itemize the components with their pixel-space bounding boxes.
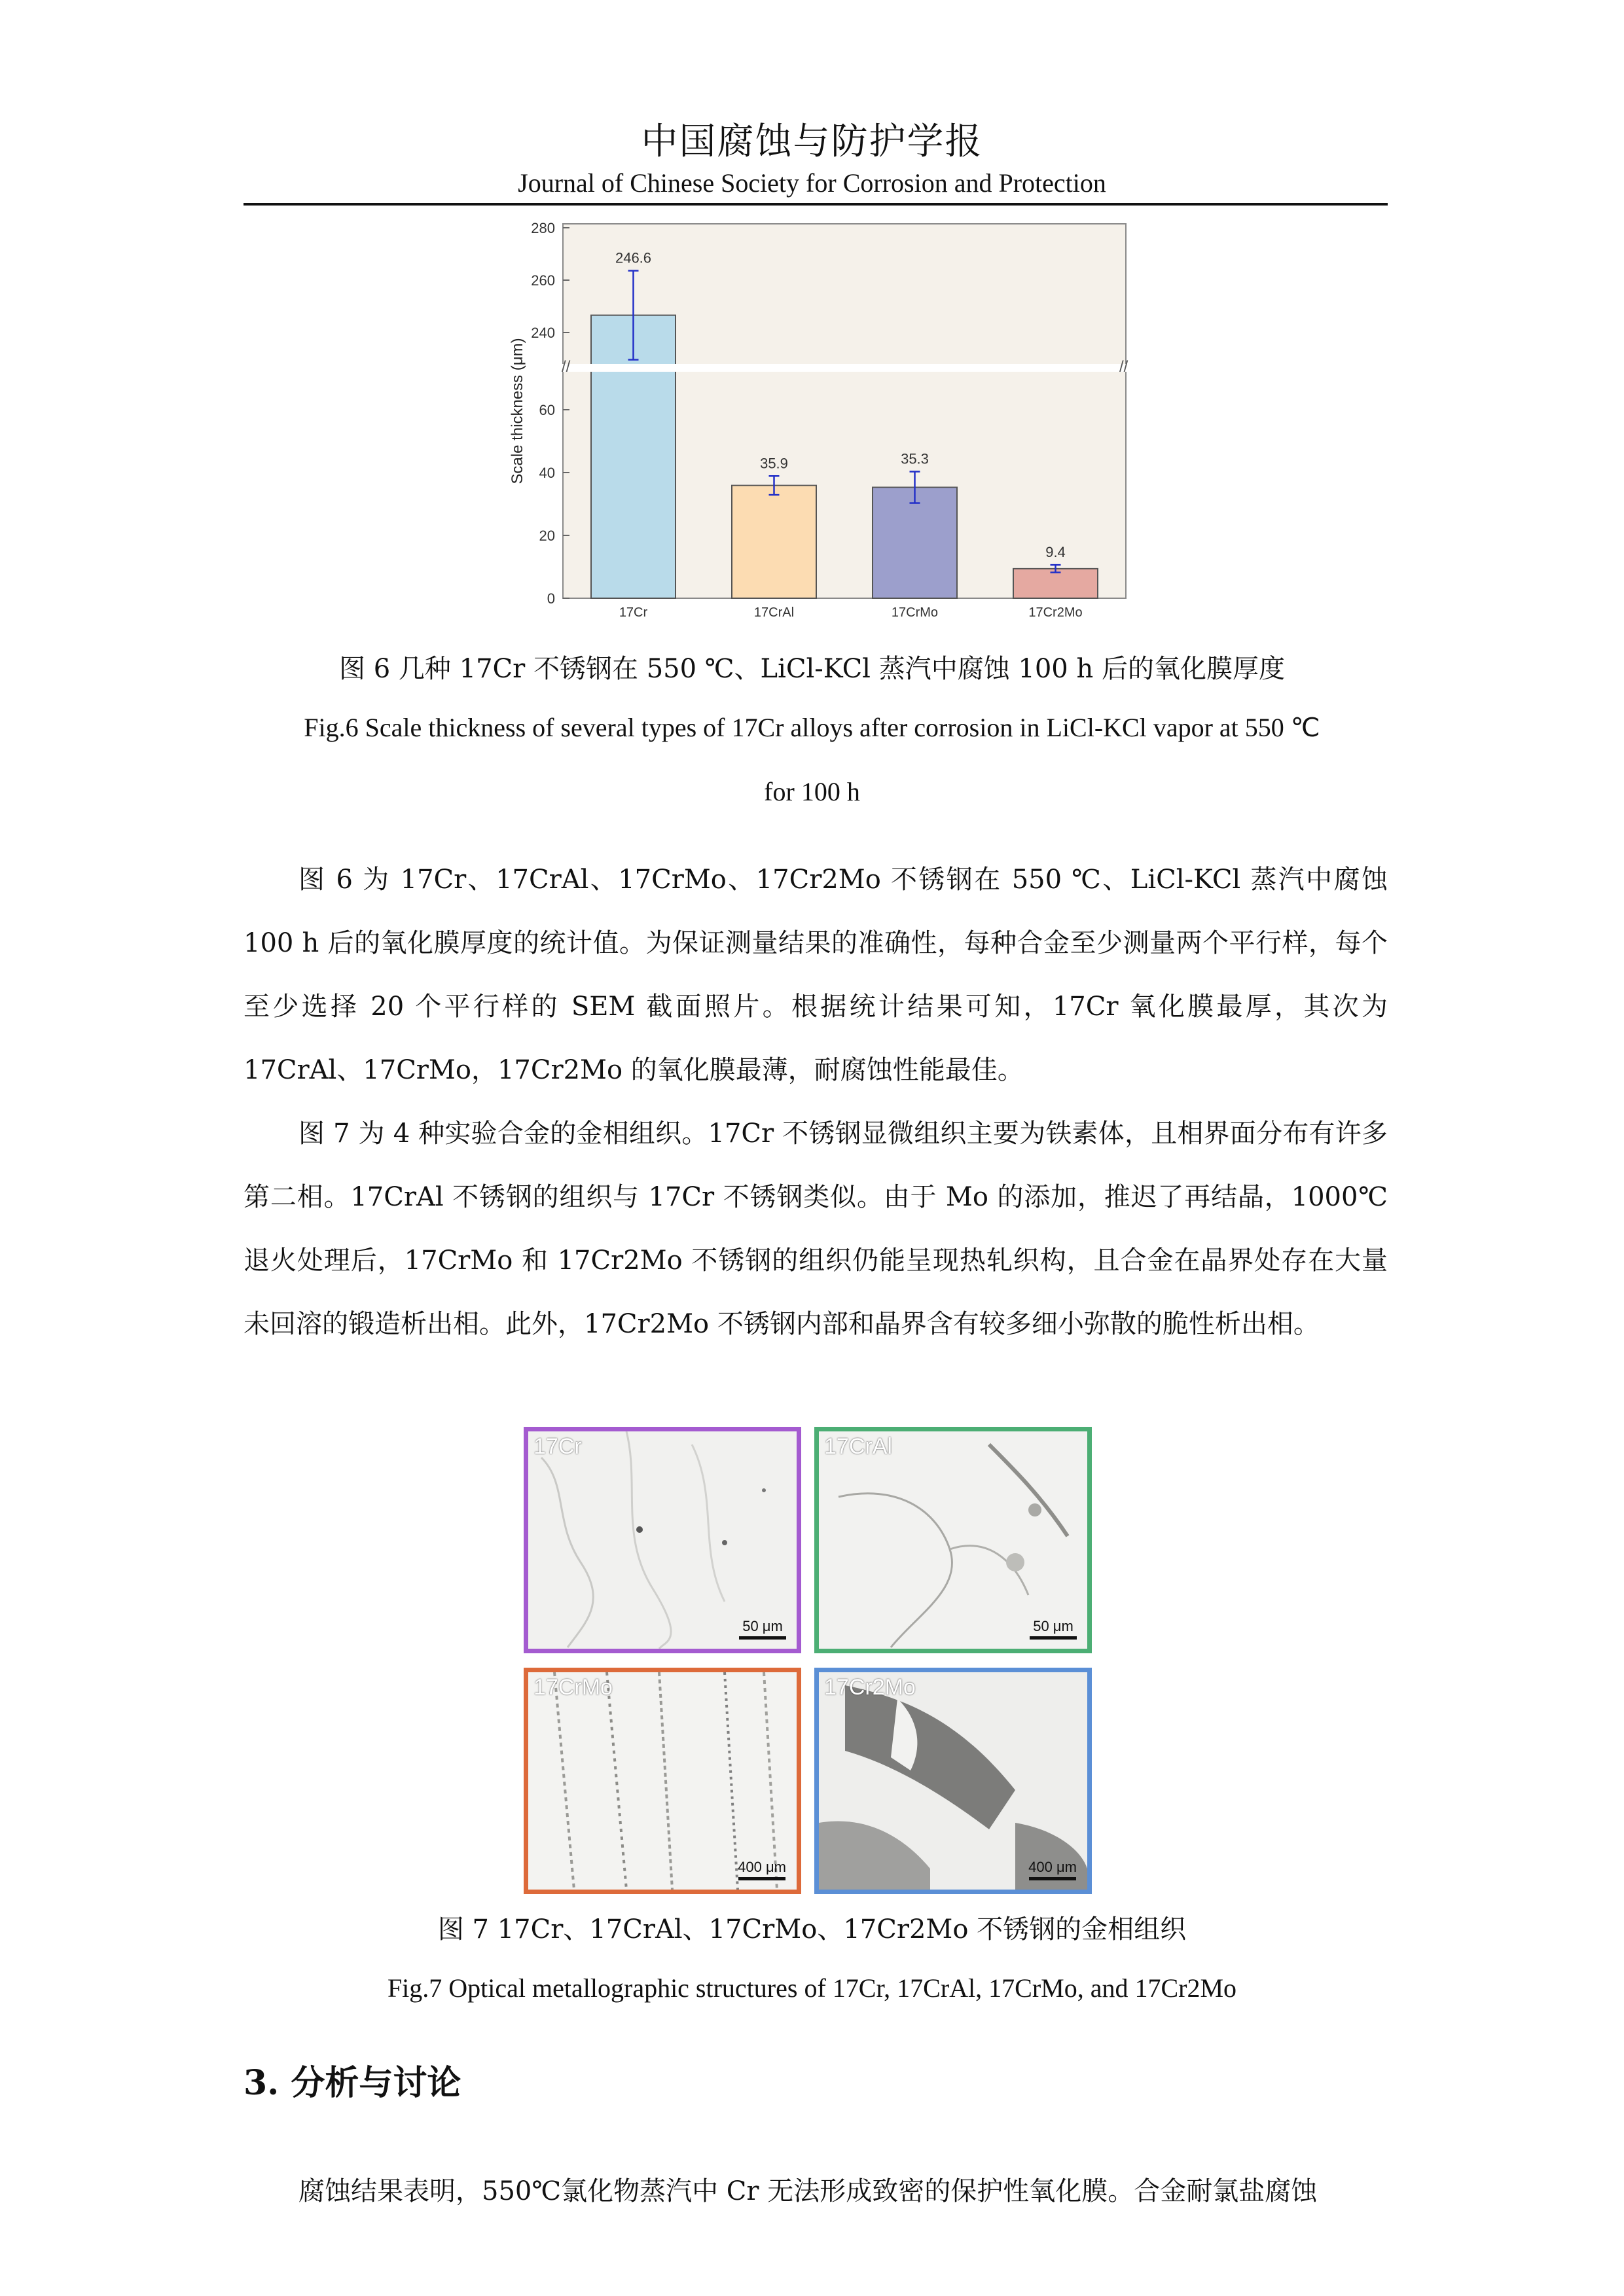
scale-bar: 50 μm (1030, 1618, 1077, 1640)
x-tick-label: 17Cr2Mo (1028, 605, 1083, 620)
figure-6-chart (484, 215, 1139, 620)
figure-7 (524, 1427, 1106, 1898)
axis-break-mark-right: // (1119, 358, 1128, 376)
panel-label: 17Cr2Mo (824, 1675, 916, 1700)
data-label: 9.4 (1045, 544, 1066, 561)
data-label: 246.6 (615, 249, 652, 266)
paragraph-2: 图 7 为 4 种实验合金的金相组织。17Cr 不锈钢显微组织主要为铁素体，且相界面分布有许多第二相。17CrAl 不锈钢的组织与 17Cr 不锈钢类似。由于 Mo 的添加，推迟了再结晶，1000℃退火处理后，17CrMo 和 17Cr2Mo 不锈钢的组织仍能呈现热轧织构，且合金在晶界处存在大量未回溶的锻造析出相。此外，17Cr2Mo 不锈钢内部和晶界含有较多细小弥散的脆性析出相。 (244, 1119, 1388, 1339)
fig6-caption-en-1: Fig.6 Scale thickness of several types of 17Cr alloys after corrosion in LiCl-KCl vapor at 550 ℃ (304, 713, 1320, 742)
scale-bar: 50 μm (739, 1618, 786, 1640)
micrograph-17cr2mo (814, 1668, 1092, 1894)
y-tick-label: 20 (539, 528, 555, 544)
fig7-caption-cn: 图 7 17Cr、17CrAl、17CrMo、17Cr2Mo 不锈钢的金相组织 (437, 1914, 1187, 1945)
axis-break-mark-left: // (562, 358, 571, 376)
micrograph-17crmo (524, 1668, 801, 1894)
bar (873, 488, 957, 598)
y-tick-label: 40 (539, 465, 555, 481)
y-tick-label: 60 (539, 402, 555, 418)
fig6-caption-en-2: for 100 h (764, 777, 860, 806)
panel-label: 17CrAl (824, 1434, 892, 1459)
micrograph-17cr (524, 1427, 801, 1653)
x-tick-label: 17Cr (619, 605, 648, 620)
y-tick-label: 240 (531, 325, 555, 341)
x-tick-label: 17CrAl (753, 605, 795, 620)
paragraph-1: 图 6 为 17Cr、17CrAl、17CrMo、17Cr2Mo 不锈钢在 550 ℃、LiCl-KCl 蒸汽中腐蚀 100 h 后的氧化膜厚度的统计值。为保证测量结果的准确性，每种合金至少测量两个平行样，每个至少选择 20 个平行样的 SEM 截面照片。根据统计结果可知，17Cr 氧化膜最厚，其次为 17CrAl、17CrMo，17Cr2Mo 的氧化膜最薄，耐腐蚀性能最佳。 (244, 865, 1388, 1085)
micrograph-17cral (814, 1427, 1092, 1653)
data-label: 35.9 (760, 455, 788, 472)
bar (732, 486, 816, 598)
fig6-caption-cn: 图 6 几种 17Cr 不锈钢在 550 ℃、LiCl-KCl 蒸汽中腐蚀 100 h 后的氧化膜厚度 (339, 654, 1285, 684)
scale-bar: 400 μm (1028, 1859, 1077, 1880)
panel-label: 17CrMo (533, 1675, 613, 1700)
journal-title-en: Journal of Chinese Society for Corrosion and Protection (518, 168, 1106, 198)
header-rule (244, 203, 1388, 206)
fig7-caption-en: Fig.7 Optical metallographic structures of 17Cr, 17CrAl, 17CrMo, and 17Cr2Mo (387, 1973, 1237, 2003)
axis-break-band (558, 364, 1131, 372)
y-tick-label: 280 (531, 220, 555, 236)
micrograph-image (819, 1672, 1087, 1890)
journal-title-cn: 中国腐蚀与防护学报 (641, 120, 983, 163)
x-tick-label: 17CrMo (891, 605, 939, 620)
panel-label: 17Cr (533, 1434, 582, 1459)
micrograph-image (528, 1431, 797, 1649)
micrograph-image (819, 1431, 1087, 1649)
scale-bar: 400 μm (738, 1859, 786, 1880)
micrograph-image (528, 1672, 797, 1890)
y-tick-label: 0 (547, 590, 555, 607)
y-tick-label: 260 (531, 272, 555, 289)
data-label: 35.3 (901, 450, 929, 467)
y-axis-label: Scale thickness (μm) (509, 338, 526, 484)
paragraph-last: 腐蚀结果表明，550℃氯化物蒸汽中 Cr 无法形成致密的保护性氧化膜。合金耐氯盐腐蚀 (298, 2176, 1318, 2206)
section-heading-3: 3. 分析与讨论 (244, 2063, 461, 2103)
